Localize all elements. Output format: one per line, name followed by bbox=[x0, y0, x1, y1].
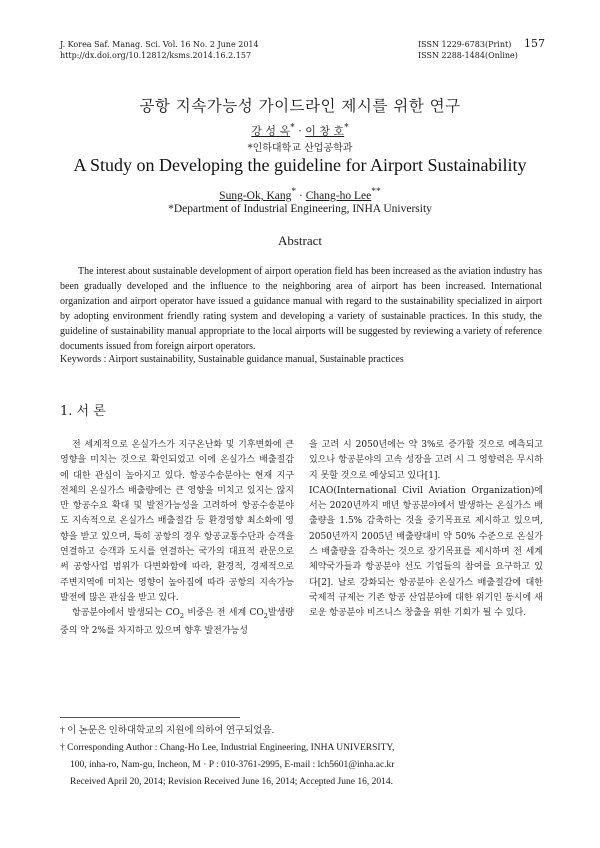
english-author-2-mark: ** bbox=[371, 186, 381, 197]
english-author-separator: · bbox=[296, 189, 306, 202]
co2-text-b: 비중은 전 세계 CO bbox=[184, 608, 264, 619]
co2-text-c: 발생량 중의 약 2%를 차지하고 있으며 향후 발전가능성 bbox=[60, 608, 294, 637]
issn-block bbox=[418, 39, 518, 61]
body-column-left bbox=[60, 438, 294, 640]
doi-link[interactable]: http://dx.doi.org/10.12812/ksms.2014.16.2.157 bbox=[60, 51, 252, 60]
journal-citation: J. Korea Saf. Manag. Sci. Vol. 16 No. 2 June 2014 bbox=[60, 40, 259, 49]
funding-note: † 이 논문은 인하대학교의 지원에 의하여 연구되었음. bbox=[60, 726, 275, 736]
issn-online: ISSN 2288-1484(Online) bbox=[418, 51, 518, 60]
body-paragraph: 전 세계적으로 온실가스가 지구온난화 및 기후변화에 큰 영향을 미치는 것으로 확인되었고 이에 온실가스 배출절감에 대한 관심이 높아지고 있다. 항공수송분야는 현재 지구 전체의 온실가스 배출량에는 큰 영향을 미치고 있지는 않지만 항공수요 확대 및 발전가능성을 고려하여 항공수송분야도 지속적으로 온실가스 배출절감 등 환경영향 최소화에 영향을 받고 있으며, 특히 공항의 경우 항공교통수단과 승객을 연결하고 승객과 도시를 연결하는 국가의 대표적 관문으로써 공항사업 범위가 다변화함에 따라, 환경적, 경제적으로 주변지역에 미치는 영향이 높아짐에 따라 공항의 지속가능 발전에 많은 관심을 받고 있다. bbox=[60, 440, 294, 603]
co2-subscript: 2 bbox=[179, 612, 185, 621]
korean-affiliation: *인하대학교 산업공학과 bbox=[247, 143, 353, 154]
korean-author-separator: · bbox=[294, 124, 306, 138]
english-affiliation: *Department of Industrial Engineering, INHA University bbox=[168, 203, 432, 215]
abstract-text: The interest about sustainable development of airport operation field has been increased as the aviation industry has been gradually developed and the influence to the neighboring area of airport has been increased. International organization and airport operator have issued a guidance manual with regard to the sustainability specialized in airport by adopting environment friendly rating system and developing a variety of sustainable practices. In this study, the guideline of sustainability manual appropriate to the local airports will be suggested by reviewing a variety of reference documents issued from foreign airport operators. bbox=[60, 266, 542, 353]
issn-print: ISSN 1229-6783(Print) bbox=[418, 40, 512, 49]
korean-author-1-mark: * bbox=[290, 122, 295, 133]
page-number: 157 bbox=[524, 37, 545, 50]
co2-subscript: 2 bbox=[263, 612, 268, 621]
author-contact: 100, inha-ro, Nam-gu, Incheon, M · P : 010-3761-2995, E-mail : lch5601@inha.ac.kr bbox=[70, 760, 395, 770]
korean-author-1: 강 성 옥 bbox=[251, 124, 291, 138]
co2-text-a: 항공분야에서 발생되는 CO bbox=[72, 608, 180, 619]
keywords: Keywords : Airport sustainability, Sustainable guidance manual, Sustainable practices bbox=[60, 354, 404, 365]
body-column-right bbox=[309, 438, 543, 622]
corresponding-author: † Corresponding Author : Chang-Ho Lee, Industrial Engineering, INHA UNIVERSITY, bbox=[60, 743, 395, 753]
footnotes bbox=[60, 723, 542, 791]
body-paragraph: 을 고려 시 2050년에는 약 3%로 증가할 것으로 예측되고 있으나 항공분야의 고속 성장을 고려 시 그 영향력은 무시하지 못할 것으로 예상되고 있다[1]. bbox=[309, 440, 543, 481]
footnote-divider bbox=[60, 717, 240, 718]
received-dates: Received April 20, 2014; Revision Received June 16, 2014; Accepted June 16, 2014. bbox=[70, 777, 393, 787]
korean-author-2-mark: * bbox=[344, 122, 349, 133]
english-author-2: Chang-ho Lee bbox=[305, 189, 372, 202]
english-title: A Study on Developing the guideline for Airport Sustainability bbox=[73, 155, 527, 175]
abstract-heading: Abstract bbox=[277, 233, 323, 248]
english-author-1: Sung-Ok, Kang bbox=[219, 189, 292, 202]
english-author-1-mark: * bbox=[291, 186, 297, 197]
english-authors bbox=[40, 186, 560, 202]
journal-header bbox=[60, 39, 259, 61]
korean-author-2: 이 창 호 bbox=[305, 124, 345, 138]
body-paragraph: ICAO(International Civil Aviation Organization)에서는 2020년까지 매년 항공분야에서 발생하는 온실가스 배출량을 1.5% 감축하는 것을 중기목표로 제시하고 있으며, 2050년까지 2005년 배출량대비 약 50% 수준으로 온실가스 배출량을 감축하는 것으로 장기목표를 제시하며 전 세계 체약국가들과 항공분야 선도 기업들의 참여를 요구하고 있다[2]. 날로 강화되는 항공분야 온실가스 배출절감에 대한 국제적 규제는 기존 항공 산업분야에 대한 위기인 동시에 새로운 항공분야 비즈니스 창출을 위한 기회가 될 수 있다. bbox=[309, 485, 543, 619]
section-heading: 1. 서 론 bbox=[60, 404, 106, 419]
korean-authors bbox=[40, 122, 560, 139]
body-paragraph-co2 bbox=[60, 606, 294, 639]
korean-title: 공항 지속가능성 가이드라인 제시를 위한 연구 bbox=[139, 97, 461, 115]
